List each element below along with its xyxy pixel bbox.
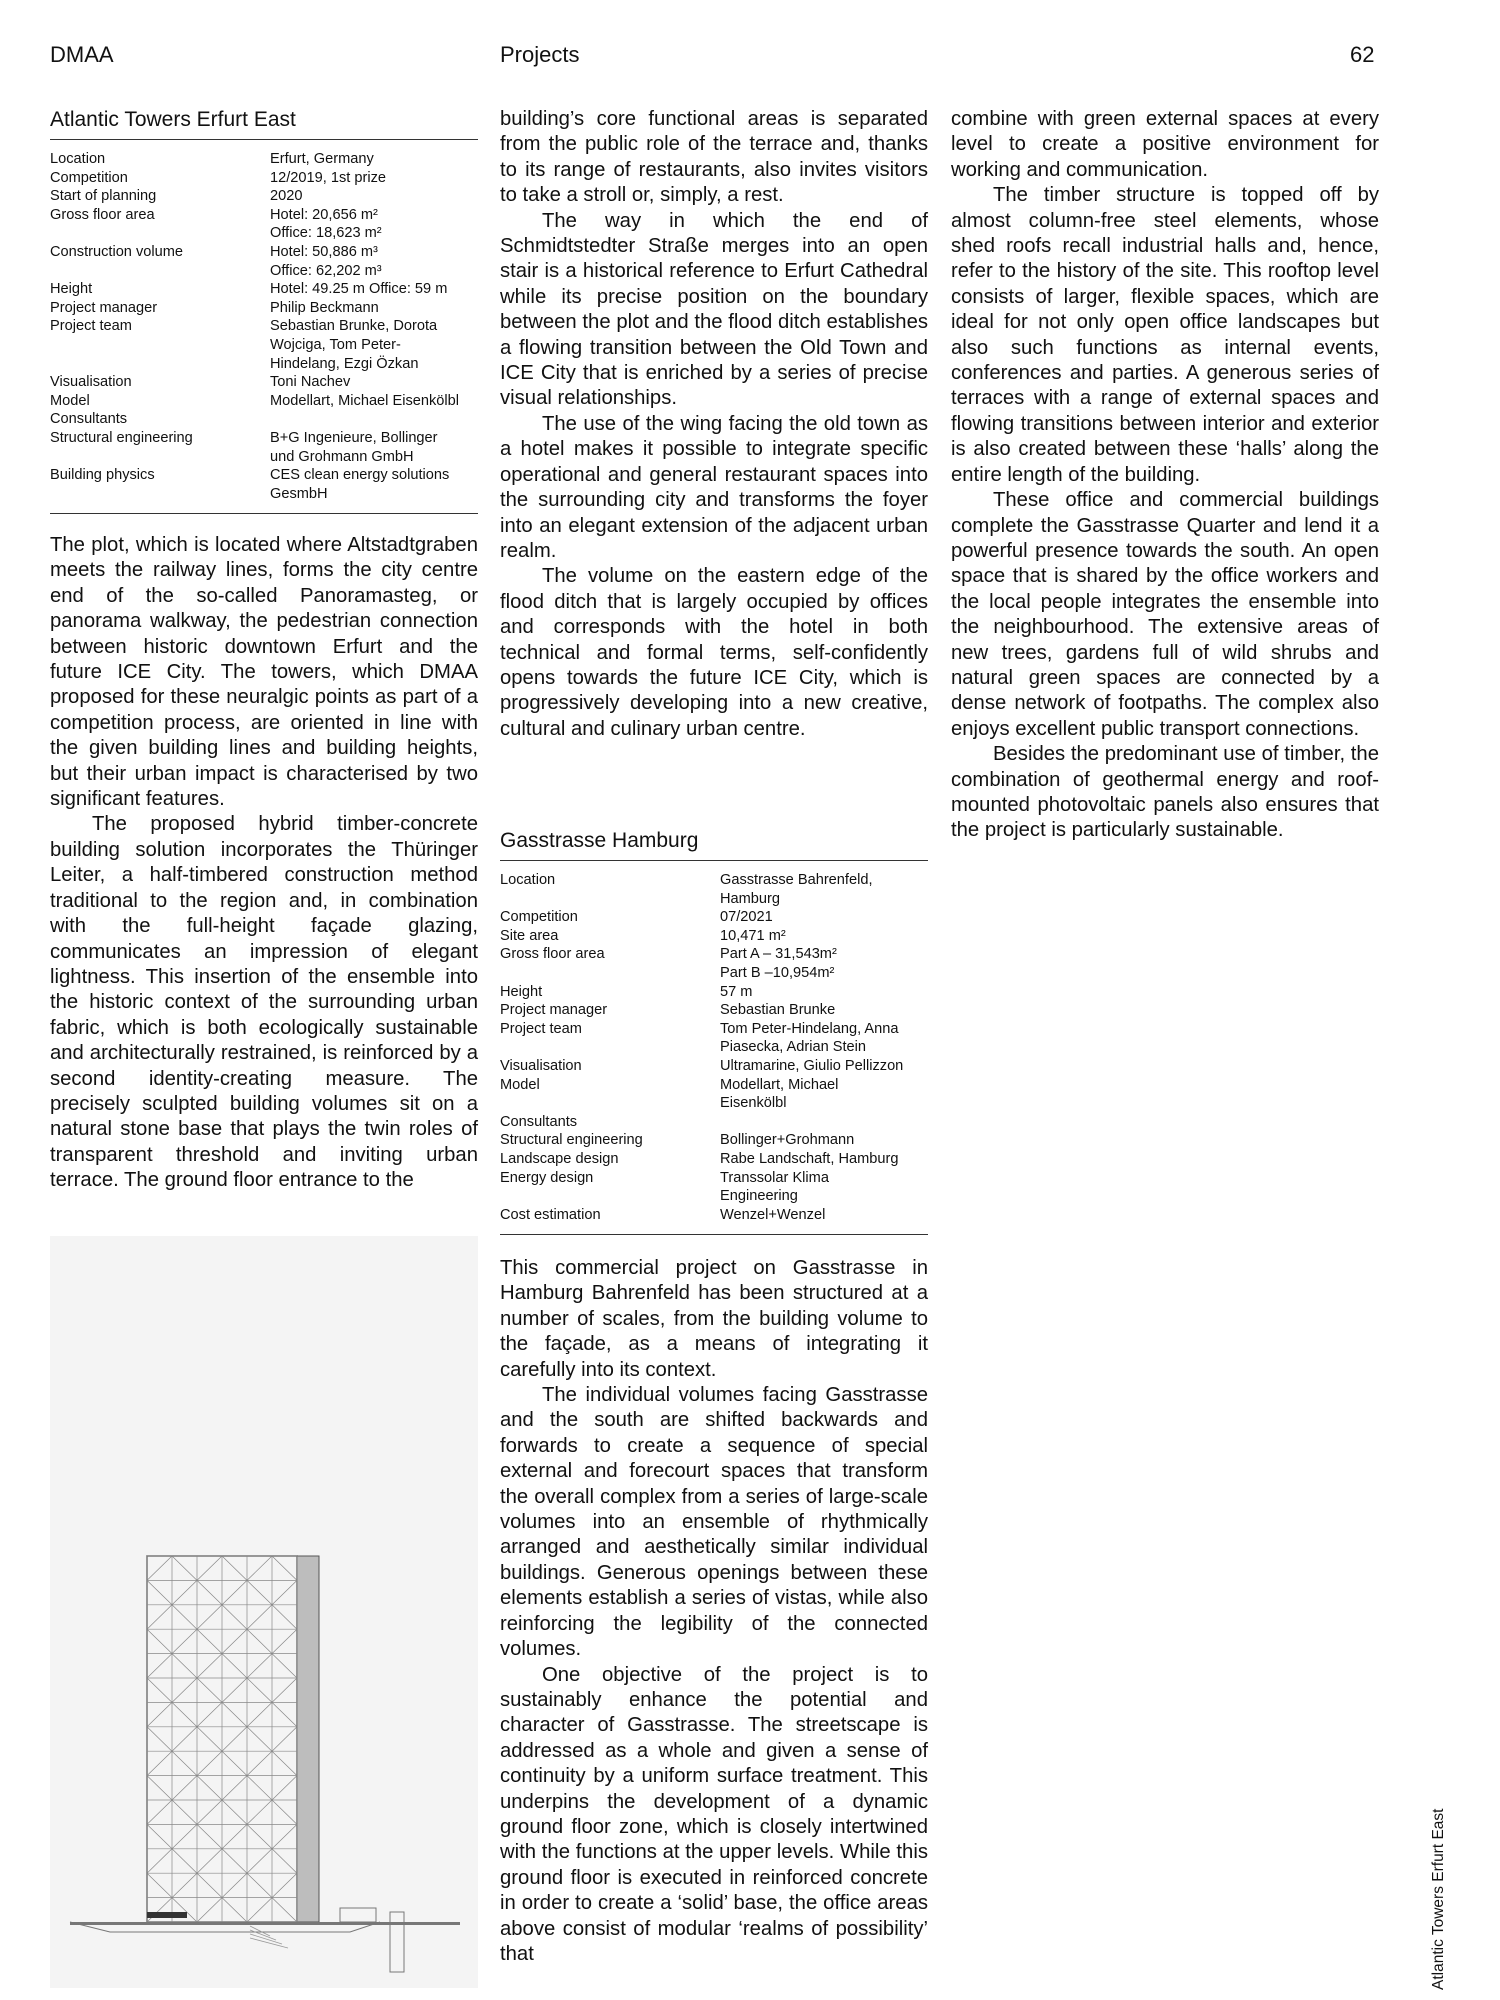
facade-brace — [172, 1580, 197, 1604]
facade-brace — [272, 1605, 297, 1629]
facade-brace — [222, 1776, 247, 1800]
body-paragraph: The plot, which is located where Altstadtgraben meets the railway lines, forms the city centre end of the so-called Panoramasteg, or panorama walkway, the pedestrian connection between historic downtown Erfurt and the future ICE City. The towers, which DMAA proposed for these neuralgic points as part of a competition process, are oriented in line with the given building lines and building heights, but their urban impact is characterised by two significant features. — [50, 534, 478, 811]
fact-row — [50, 206, 478, 243]
fact-row — [50, 317, 478, 373]
facade-brace — [247, 1776, 272, 1800]
facade-brace — [272, 1824, 297, 1848]
body-paragraph: combine with green external spaces at every level to create a positive environment for working and communication. — [951, 108, 1379, 181]
facade-brace — [272, 1849, 297, 1873]
fact-value: 57 m — [720, 983, 753, 1000]
fact-row — [50, 299, 478, 318]
facade-brace — [172, 1751, 197, 1775]
facade-brace — [197, 1702, 222, 1726]
fact-value: Tom Peter-Hindelang, Anna Piasecka, Adrian Stein — [720, 1020, 899, 1056]
facade-brace — [172, 1824, 197, 1848]
facade-brace — [272, 1678, 297, 1702]
facade-brace — [147, 1898, 172, 1922]
fact-value — [720, 1113, 928, 1132]
fact-label: Competition — [50, 169, 128, 186]
facade-brace — [197, 1776, 222, 1800]
project1-body-col1 — [50, 533, 478, 1194]
facade-brace — [222, 1605, 247, 1629]
fact-label: Location — [500, 872, 556, 888]
facade-brace — [147, 1605, 172, 1629]
facade-brace — [272, 1580, 297, 1604]
fact-row — [50, 373, 478, 392]
fact-label: Start of planning — [50, 188, 157, 205]
facade-brace — [222, 1849, 247, 1873]
fact-value: 2020 — [270, 188, 303, 205]
facade-brace — [272, 1702, 297, 1726]
fact-value: Transsolar Klima Engineering — [720, 1169, 829, 1205]
fact-value: Toni Nachev — [270, 374, 351, 391]
fact-value: 10,471 m² — [720, 927, 786, 944]
facade-brace — [172, 1702, 197, 1726]
project1-column — [50, 107, 478, 514]
facade-brace — [197, 1800, 222, 1824]
facade-brace — [147, 1824, 172, 1848]
fact-row — [50, 410, 478, 429]
fact-label: Landscape design — [500, 1150, 619, 1167]
facade-brace — [222, 1702, 247, 1726]
fact-row — [500, 1206, 928, 1225]
body-paragraph: The timber structure is topped off by almost column-free steel elements, whose shed roofs recall industrial halls and, hence, refer to the history of the site. This rooftop level consists of larger, flexible spaces, which are ideal for not only open office landscapes but also such functions as internal events, conferences and parties. A generous series of terraces with a range of external spaces and flowing transitions between interior and exterior is also created between these ‘halls’ along the entire length of the building. — [951, 184, 1379, 486]
fact-value: Rabe Landschaft, Hamburg — [720, 1150, 899, 1167]
fact-row — [500, 1131, 928, 1150]
body-paragraph: This commercial project on Gasstrasse in Hamburg Bahrenfeld has been structured at a number of scales, from the building volume to the façade, as a means of integrating it carefully into its context. — [500, 1257, 928, 1381]
facade-brace — [272, 1556, 297, 1580]
facade-brace — [197, 1873, 222, 1897]
facade-brace — [172, 1849, 197, 1873]
facade-brace — [222, 1898, 247, 1922]
fact-label: Gross floor area — [50, 206, 155, 223]
project1-title: Atlantic Towers Erfurt East — [50, 107, 478, 140]
facade-brace — [197, 1751, 222, 1775]
fact-value: Hotel: 20,656 m² Office: 18,623 m² — [270, 206, 382, 242]
fact-label: Project manager — [50, 299, 158, 316]
facade-brace — [247, 1824, 272, 1848]
facade-brace — [147, 1629, 172, 1653]
facade-brace — [172, 1800, 197, 1824]
fact-row — [50, 280, 478, 299]
facade-brace — [272, 1873, 297, 1897]
fact-label: Project manager — [500, 1002, 608, 1019]
fact-row — [50, 187, 478, 206]
fact-row — [500, 1113, 928, 1132]
fact-value: Erfurt, Germany — [270, 151, 374, 167]
facade-brace — [247, 1800, 272, 1824]
fact-value: Ultramarine, Giulio Pellizzon — [720, 1057, 904, 1074]
facade-brace — [147, 1678, 172, 1702]
facade-brace — [147, 1800, 172, 1824]
project2-facts-table — [500, 871, 928, 1224]
body-paragraph: These office and commercial buildings complete the Gasstrasse Quarter and lend it a powerful presence towards the south. An open space that is shared by the office workers and the local people integrates the ensemble into the neighbourhood. The extensive areas of new trees, gardens full of wild shrubs and natural green spaces are connected by a dense network of footpaths. The complex also enjoys excellent public transport connections. — [951, 489, 1379, 740]
facade-brace — [172, 1678, 197, 1702]
fact-label: Consultants — [50, 411, 128, 428]
facade-brace — [247, 1702, 272, 1726]
facade-brace — [147, 1776, 172, 1800]
fact-value: Gasstrasse Bahrenfeld, Hamburg — [720, 872, 873, 907]
fact-value: Modellart, Michael Eisenkölbl — [720, 1076, 839, 1112]
fact-value: Philip Beckmann — [270, 299, 379, 316]
divider — [50, 513, 478, 514]
running-header-section: Projects — [500, 42, 580, 67]
fact-row — [50, 169, 478, 188]
fact-value — [270, 410, 478, 429]
facade-brace — [197, 1849, 222, 1873]
fact-value: 12/2019, 1st prize — [270, 169, 387, 186]
body-paragraph: The way in which the end of Schmidtstedter Straße merges into an open stair is a historical reference to Erfurt Cathedral while its precise position on the boundary between the plot and the flood ditch establishes a flowing transition between the Old Town and ICE City that is enriched by a series of precise visual relationships. — [500, 209, 928, 410]
fact-label: Visualisation — [500, 1057, 582, 1074]
fact-value: Sebastian Brunke — [720, 1002, 836, 1019]
fact-label: Site area — [500, 927, 559, 944]
fact-row — [500, 908, 928, 927]
fact-value: B+G Ingenieure, Bollinger und Grohmann GmbH — [270, 429, 438, 465]
facade-brace — [172, 1873, 197, 1897]
facade-brace — [222, 1727, 247, 1751]
fact-label: Competition — [500, 909, 578, 926]
fact-row — [500, 871, 928, 908]
fact-label: Height — [50, 281, 93, 298]
facade-brace — [147, 1751, 172, 1775]
facade-brace — [272, 1629, 297, 1653]
facade-brace — [197, 1580, 222, 1604]
fact-row — [50, 150, 478, 169]
fact-row — [500, 1169, 928, 1206]
facade-brace — [222, 1580, 247, 1604]
facade-brace — [147, 1727, 172, 1751]
facade-brace — [272, 1727, 297, 1751]
fact-label: Building physics — [50, 467, 155, 484]
tower-elevation-svg — [50, 1236, 478, 1988]
facade-brace — [147, 1849, 172, 1873]
fact-label: Construction volume — [50, 243, 184, 260]
fact-row — [50, 392, 478, 411]
project2-body-col2 — [500, 1256, 928, 1967]
facade-brace — [172, 1727, 197, 1751]
divider — [500, 1234, 928, 1235]
facade-brace — [247, 1654, 272, 1678]
facade-brace — [147, 1702, 172, 1726]
fact-value: Hotel: 50,886 m³ Office: 62,202 m³ — [270, 243, 382, 279]
project2-title: Gasstrasse Hamburg — [500, 828, 928, 861]
fact-row — [500, 1057, 928, 1076]
facade-brace — [247, 1580, 272, 1604]
fact-label: Model — [500, 1076, 540, 1093]
fact-value: Modellart, Michael Eisenkölbl — [270, 392, 459, 409]
fact-label: Energy design — [500, 1169, 594, 1186]
body-paragraph: The use of the wing facing the old town as a hotel makes it possible to integrate specific operational and general restaurant spaces into the surrounding city and transforms the foyer into an elegant extension of the adjacent urban realm. — [500, 412, 928, 562]
facade-brace — [197, 1629, 222, 1653]
running-header-left: DMAA — [50, 42, 114, 67]
facade-brace — [222, 1800, 247, 1824]
body-paragraph: The proposed hybrid timber-concrete building solution incorporates the Thüringer Leiter, a half-timbered construction method traditional to the region and, in combination with the full-height façade glazing, communicates an impression of elegant lightness. This insertion of the ensemble into the historic context of the surrounding urban fabric, which is both ecologically sustainable and architecturally restrained, is reinforced by a second identity-creating measure. The precisely sculpted building volumes sit on a natural stone base that plays the twin roles of transparent threshold and inviting urban terrace. The ground floor entrance to the — [50, 813, 478, 1192]
fact-row — [50, 429, 478, 466]
facade-brace — [172, 1654, 197, 1678]
facade-brace — [247, 1751, 272, 1775]
fact-label: Structural engineering — [50, 429, 193, 446]
facade-brace — [222, 1556, 247, 1580]
facade-brace — [222, 1751, 247, 1775]
facade-brace — [197, 1556, 222, 1580]
facade-brace — [147, 1556, 172, 1580]
page-number: 62 — [1350, 42, 1375, 67]
facade-brace — [172, 1776, 197, 1800]
project1-facts-table — [50, 150, 478, 503]
fact-label: Gross floor area — [500, 946, 605, 963]
facade-brace — [147, 1654, 172, 1678]
facade-brace — [172, 1556, 197, 1580]
facade-brace — [247, 1898, 272, 1922]
fact-label: Structural engineering — [500, 1132, 643, 1149]
body-paragraph: The volume on the eastern edge of the flood ditch that is largely occupied by offices and corresponds with the hotel in both technical and formal terms, self-confidently opens towards the future ICE City, which is progressively developing into a new creative, cultural and culinary urban centre. — [500, 565, 928, 740]
facade-brace — [197, 1898, 222, 1922]
fact-label: Height — [500, 983, 543, 1000]
facade-brace — [197, 1727, 222, 1751]
facade-brace — [172, 1629, 197, 1653]
body-paragraph: building’s core functional areas is separated from the public role of the terrace and, thanks to its range of restaurants, also invites visitors to take a stroll or, simply, a rest. — [500, 108, 928, 207]
fact-row — [500, 1150, 928, 1169]
fact-value: 07/2021 — [720, 909, 773, 926]
fact-value: Wenzel+Wenzel — [720, 1206, 826, 1223]
facade-brace — [222, 1678, 247, 1702]
body-paragraph: Besides the predominant use of timber, the combination of geothermal energy and roof-mounted photovoltaic panels also ensures that the project is particularly sustainable. — [951, 743, 1379, 842]
fact-row — [50, 243, 478, 280]
fact-label: Project team — [50, 318, 132, 335]
project2-body-col3 — [951, 107, 1379, 844]
facade-brace — [272, 1898, 297, 1922]
fact-row — [500, 983, 928, 1002]
facade-brace — [247, 1556, 272, 1580]
fact-row — [500, 945, 928, 982]
facade-brace — [172, 1605, 197, 1629]
facade-brace — [272, 1654, 297, 1678]
facade-brace — [272, 1776, 297, 1800]
facade-brace — [247, 1873, 272, 1897]
facade-brace — [247, 1849, 272, 1873]
tower-elevation-drawing — [50, 1236, 478, 1988]
fact-row — [500, 1001, 928, 1020]
facade-brace — [147, 1580, 172, 1604]
facade-brace — [272, 1800, 297, 1824]
facade-brace — [222, 1629, 247, 1653]
facade-brace — [247, 1678, 272, 1702]
facade-brace — [197, 1678, 222, 1702]
body-paragraph: The individual volumes facing Gasstrasse and the south are shifted backwards and forwards to create a sequence of special external and forecourt spaces that transform the overall complex from a series of large-scale volumes into an ensemble of rhythmically arranged and aesthetically similar individual buildings. Generous openings between these elements establish a series of vistas, while also reinforcing the legibility of the connected volumes. — [500, 1384, 928, 1661]
facade-brace — [247, 1629, 272, 1653]
facade-brace — [197, 1654, 222, 1678]
fact-label: Location — [50, 151, 106, 167]
fact-row — [50, 466, 478, 503]
fact-value: CES clean energy solutions GesmbH — [270, 467, 450, 502]
fact-value: Hotel: 49.25 m Office: 59 m — [270, 281, 448, 298]
facade-brace — [172, 1898, 197, 1922]
side-running-label: Atlantic Towers Erfurt East — [1430, 1808, 1447, 1990]
fact-label: Visualisation — [50, 374, 132, 391]
body-paragraph: One objective of the project is to sustainably enhance the potential and character of Gasstrasse. The streetscape is addressed as a whole and given a sense of continuity by a uniform surface treatment. This underpins the development of a dynamic ground floor zone, which is closely intertwined with the functions at the upper levels. While this ground floor is executed in reinforced concrete in order to create a ‘solid’ base, the office areas above consist of modular ‘realms of possibility’ that — [500, 1663, 928, 1965]
facade-brace — [197, 1605, 222, 1629]
fact-label: Model — [50, 392, 90, 409]
fact-value: Bollinger+Grohmann — [720, 1132, 855, 1149]
facade-brace — [222, 1873, 247, 1897]
facade-brace — [222, 1654, 247, 1678]
fact-row — [500, 927, 928, 946]
facade-brace — [247, 1605, 272, 1629]
fact-value: Part A – 31,543m² Part B –10,954m² — [720, 946, 837, 981]
facade-brace — [222, 1824, 247, 1848]
fact-row — [500, 1076, 928, 1113]
project1-body-col2 — [500, 107, 928, 742]
facade-brace — [147, 1873, 172, 1897]
fact-label: Cost estimation — [500, 1206, 601, 1223]
facade-brace — [272, 1751, 297, 1775]
facade-brace — [197, 1824, 222, 1848]
project2-column — [500, 828, 928, 1235]
fact-row — [500, 1020, 928, 1057]
fact-label: Consultants — [500, 1113, 578, 1130]
facade-brace — [247, 1727, 272, 1751]
fact-value: Sebastian Brunke, Dorota Wojciga, Tom Peter- Hindelang, Ezgi Özkan — [270, 318, 438, 372]
fact-label: Project team — [500, 1020, 582, 1037]
